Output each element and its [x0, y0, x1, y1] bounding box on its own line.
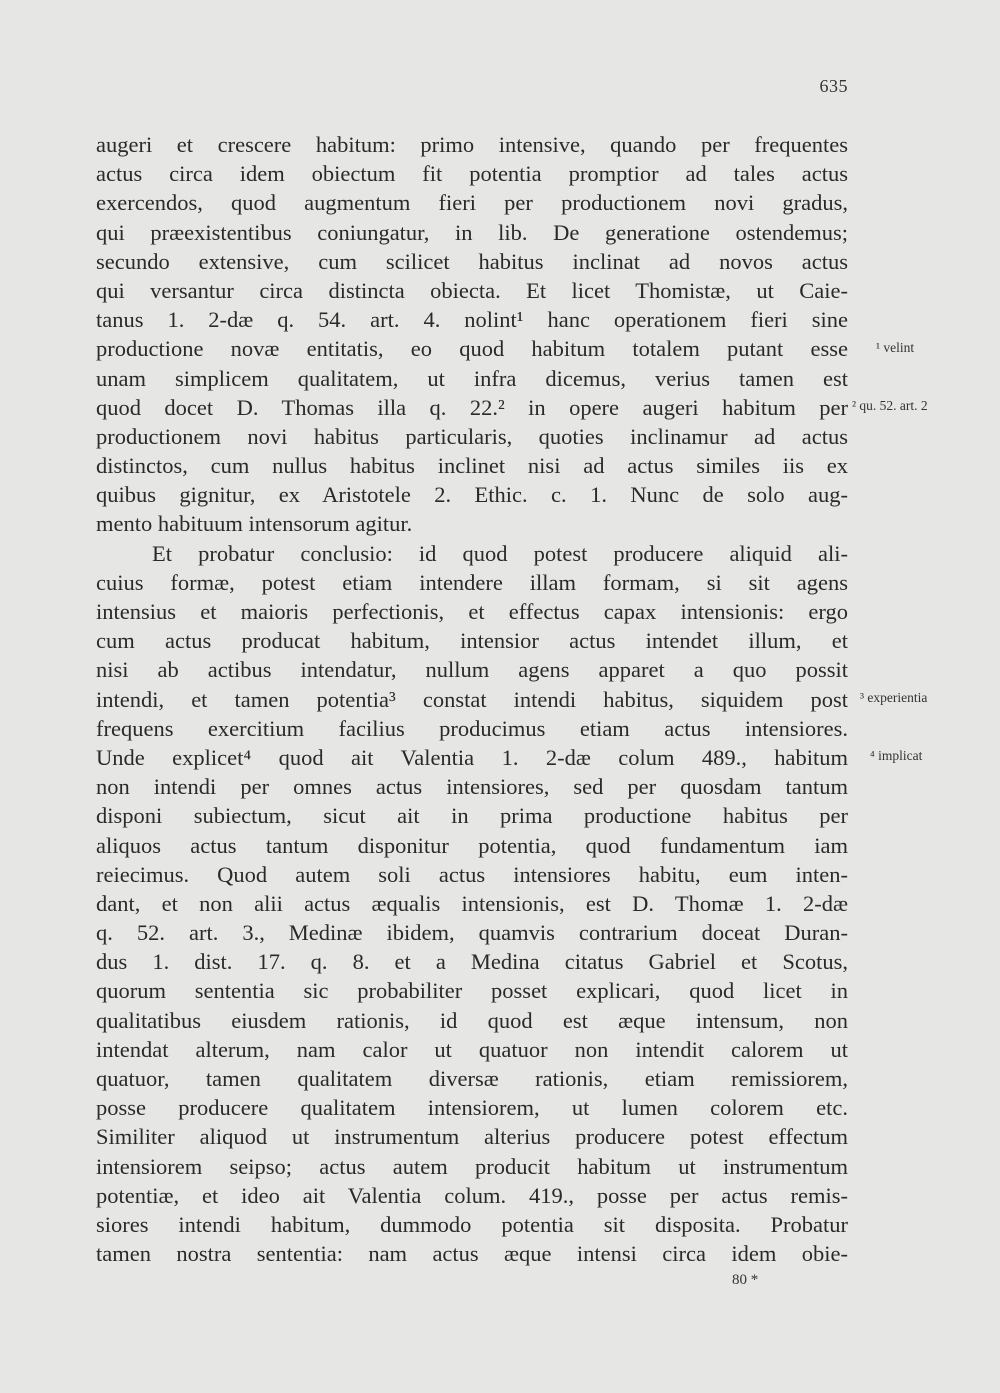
margin-note: ¹ velint	[876, 340, 915, 355]
text-line: productionem novi habitus particularis, quoties inclinamur ad actus	[96, 423, 848, 449]
text-line: quatuor, tamen qualitatem diversæ rationis, etiam remissiorem,	[96, 1066, 848, 1091]
page-number: 635	[819, 76, 848, 96]
text-line: secundo extensive, cum scilicet habitus inclinat ad novos actus	[96, 248, 848, 274]
text-line: intendi, et tamen potentia³ constat intendi habitus, siquidem post	[96, 686, 848, 712]
text-line: qualitatibus eiusdem rationis, id quod est æque intensum, non	[96, 1007, 848, 1033]
text-line: disponi subiectum, sicut ait in prima productione habitus per	[96, 803, 848, 829]
text-line: unam simplicem qualitatem, ut infra dicemus, verius tamen est	[96, 365, 848, 391]
text-line: actus circa idem obiectum fit potentia promptior ad tales actus	[96, 161, 848, 187]
text-line: qui præexistentibus coniungatur, in lib. De generatione ostendemus;	[96, 219, 848, 245]
text-line: quod docet D. Thomas illa q. 22.² in opere augeri habitum per	[96, 394, 848, 420]
text-line: intensius et maioris perfectionis, et effectus capax intensionis: ergo	[96, 599, 848, 624]
text-line: mento habituum intensorum agitur.	[96, 511, 413, 537]
text-line: q. 52. art. 3., Medinæ ibidem, quamvis contrarium doceat Duran-	[96, 920, 848, 946]
text-line: dant, et non alii actus æqualis intensionis, est D. Thomæ 1. 2-dæ	[96, 890, 848, 916]
text-line: cum actus producat habitum, intensior actus intendet illum, et	[96, 628, 848, 654]
text-line: posse producere qualitatem intensiorem, ut lumen colorem etc.	[96, 1095, 848, 1121]
text-line: distinctos, cum nullus habitus inclinet nisi ad actus similes iis ex	[96, 453, 848, 479]
body-text	[96, 130, 848, 1268]
text-line: Similiter aliquod ut instrumentum alterius producere potest effectum	[96, 1124, 848, 1150]
text-line: qui versantur circa distincta obiecta. Et licet Thomistæ, ut Caie-	[96, 277, 848, 303]
text-line: quibus gignitur, ex Aristotele 2. Ethic. c. 1. Nunc de solo aug-	[96, 482, 848, 508]
text-line: aliquos actus tantum disponitur potentia, quod fundamentum iam	[96, 832, 848, 858]
margin-note: ² qu. 52. art. 2	[852, 398, 928, 413]
text-line: frequens exercitium facilius producimus etiam actus intensiores.	[96, 715, 848, 741]
text-line: quorum sententia sic probabiliter posset explicari, quod licet in	[96, 978, 848, 1004]
text-line: productione novæ entitatis, eo quod habitum totalem putant esse	[96, 336, 848, 362]
margin-note: ³ experientia	[860, 690, 928, 705]
text-line: augeri et crescere habitum: primo intensive, quando per frequentes	[96, 132, 848, 157]
text-line: Et probatur conclusio: id quod potest producere aliquid ali-	[152, 540, 848, 566]
signature-mark: 80 *	[732, 1272, 759, 1288]
text-line: tamen nostra sententia: nam actus æque intensi circa idem obie-	[96, 1241, 848, 1267]
text-line: dus 1. dist. 17. q. 8. et a Medina citatus Gabriel et Scotus,	[96, 949, 848, 975]
text-line: siores intendi habitum, dummodo potentia sit disposita. Probatur	[96, 1211, 848, 1237]
text-line: potentiæ, et ideo ait Valentia colum. 419., posse per actus remis-	[96, 1182, 848, 1208]
text-line: cuius formæ, potest etiam intendere illam formam, si sit agens	[96, 569, 848, 595]
text-line: non intendi per omnes actus intensiores, sed per quosdam tantum	[96, 774, 848, 800]
text-line: tanus 1. 2-dæ q. 54. art. 4. nolint¹ hanc operationem fieri sine	[96, 307, 848, 333]
text-line: nisi ab actibus intendatur, nullum agens apparet a quo possit	[96, 657, 848, 683]
text-line: intensiorem seipso; actus autem producit habitum ut instrumentum	[96, 1153, 848, 1179]
text-line: intendat alterum, nam calor ut quatuor non intendit calorem ut	[96, 1036, 848, 1062]
text-line: exercendos, quod augmentum fieri per productionem novi gradus,	[96, 190, 848, 216]
text-line: reiecimus. Quod autem soli actus intensiores habitu, eum inten-	[96, 861, 848, 887]
text-line: Unde explicet⁴ quod ait Valentia 1. 2-dæ colum 489., habitum	[96, 744, 848, 770]
margin-note: ⁴ implicat	[870, 748, 923, 763]
